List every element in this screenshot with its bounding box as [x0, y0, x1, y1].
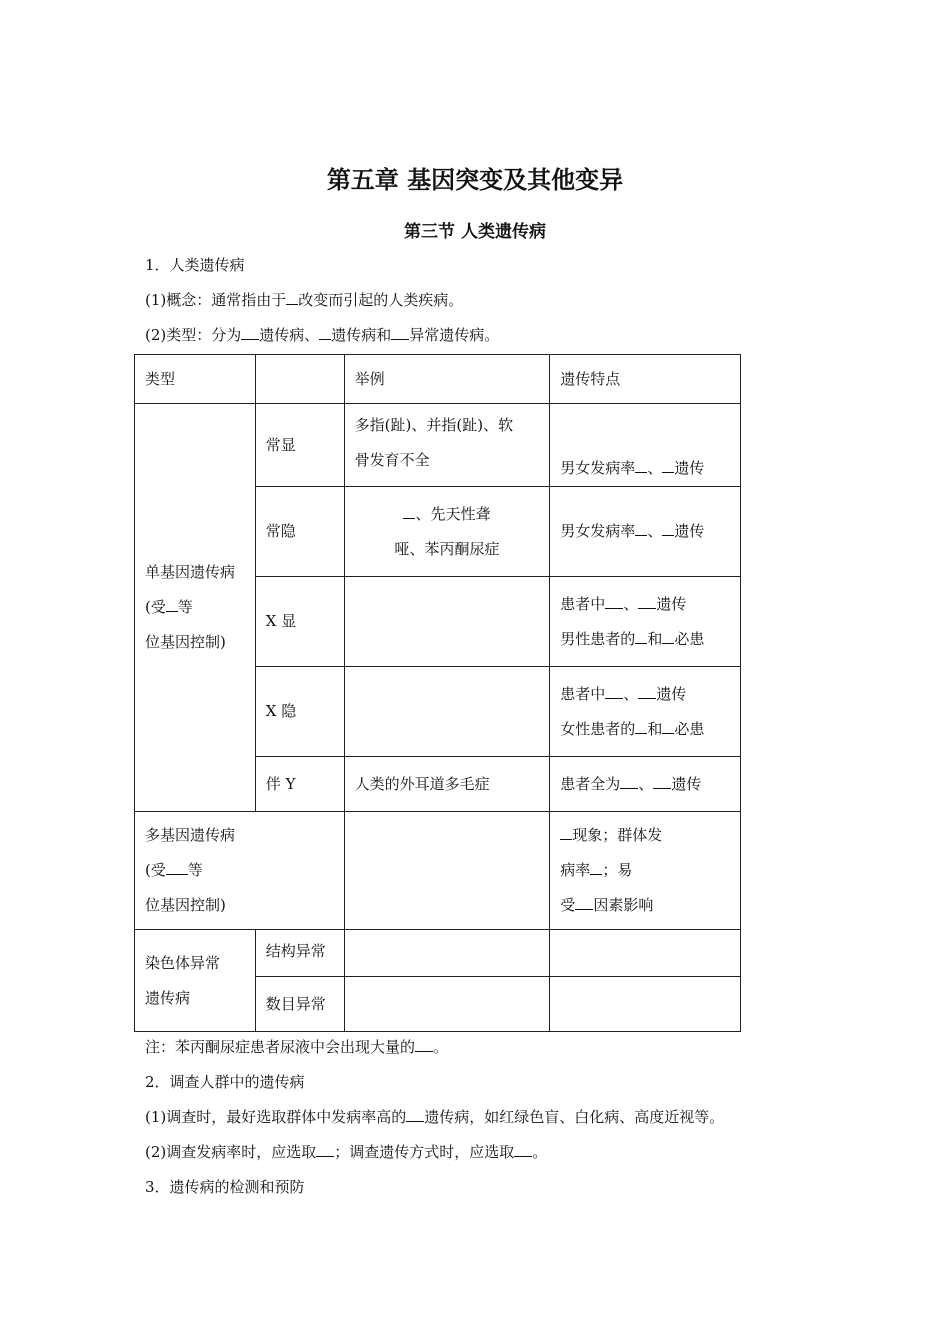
note-line: 注：苯丙酮尿症患者尿液中会出现大量的 。	[145, 1038, 449, 1056]
feature-xr: 患者中 、 遗传 女性患者的 和 必患	[550, 667, 741, 757]
chapter-title: 第五章 基因突变及其他变异	[326, 165, 624, 194]
example-ad: 多指(趾)、并指(趾)、软 骨发育不全	[344, 404, 550, 487]
feature-poly: 现象；群体发 病率 ；易 受 因素影响	[550, 812, 741, 930]
feature-y: 患者全为 、 遗传	[550, 757, 741, 812]
sub-ad: 常显	[255, 404, 344, 487]
types-line: (2)类型：分为 遗传病、 遗传病和 异常遗传病。	[145, 326, 500, 344]
blank	[319, 327, 331, 340]
chromosome-cell: 染色体异常 遗传病	[135, 930, 256, 1032]
section2-heading: 2．调查人群中的遗传病	[145, 1073, 305, 1091]
section-title: 第三节 人类遗传病	[404, 222, 546, 242]
sub-xd: X 显	[255, 577, 344, 667]
example-y: 人类的外耳道多毛症	[344, 757, 550, 812]
header-feature: 遗传特点	[550, 355, 741, 404]
disease-table	[134, 354, 741, 1032]
blank	[316, 1144, 334, 1157]
example-ar: 、先天性聋 哑、苯丙酮尿症	[344, 487, 550, 577]
blank	[391, 327, 409, 340]
polygenic-cell: 多基因遗传病 (受 等 位基因控制)	[135, 812, 345, 930]
blank	[406, 1109, 424, 1122]
example-numerical	[344, 977, 550, 1032]
example-structural	[344, 930, 550, 977]
numerical-abnormal: 数目异常	[255, 977, 344, 1032]
survey-line-1: (1)调查时，最好选取群体中发病率高的 遗传病，如红绿色盲、白化病、高度近视等。	[145, 1108, 725, 1126]
blank	[166, 599, 178, 612]
header-example: 举例	[344, 355, 550, 404]
feature-xd: 患者中 、 遗传 男性患者的 和 必患	[550, 577, 741, 667]
blank	[415, 1039, 433, 1052]
section3-heading: 3．遗传病的检测和预防	[145, 1178, 305, 1196]
blank	[241, 327, 259, 340]
sub-xr: X 隐	[255, 667, 344, 757]
header-blank	[255, 355, 344, 404]
feature-ad: 男女发病率 、 遗传	[550, 404, 741, 487]
header-type: 类型	[135, 355, 256, 404]
concept-line: (1)概念：通常指由于 改变而引起的人类疾病。	[145, 291, 464, 309]
feature-numerical	[550, 977, 741, 1032]
feature-ar: 男女发病率 、 遗传	[550, 487, 741, 577]
sub-y: 伴 Y	[255, 757, 344, 812]
table-header-row	[135, 355, 741, 404]
feature-structural	[550, 930, 741, 977]
table-row	[135, 812, 741, 930]
table-row	[135, 404, 741, 487]
single-gene-cell: 单基因遗传病 (受 等 位基因控制)	[135, 404, 256, 812]
sub-ar: 常隐	[255, 487, 344, 577]
blank	[286, 292, 298, 305]
structural-abnormal: 结构异常	[255, 930, 344, 977]
example-poly	[344, 812, 550, 930]
blank	[514, 1144, 532, 1157]
example-xd	[344, 577, 550, 667]
section1-heading: 1．人类遗传病	[145, 256, 245, 274]
survey-line-2: (2)调查发病率时，应选取 ；调查遗传方式时，应选取 。	[145, 1143, 548, 1161]
example-xr	[344, 667, 550, 757]
table-row	[135, 930, 741, 977]
